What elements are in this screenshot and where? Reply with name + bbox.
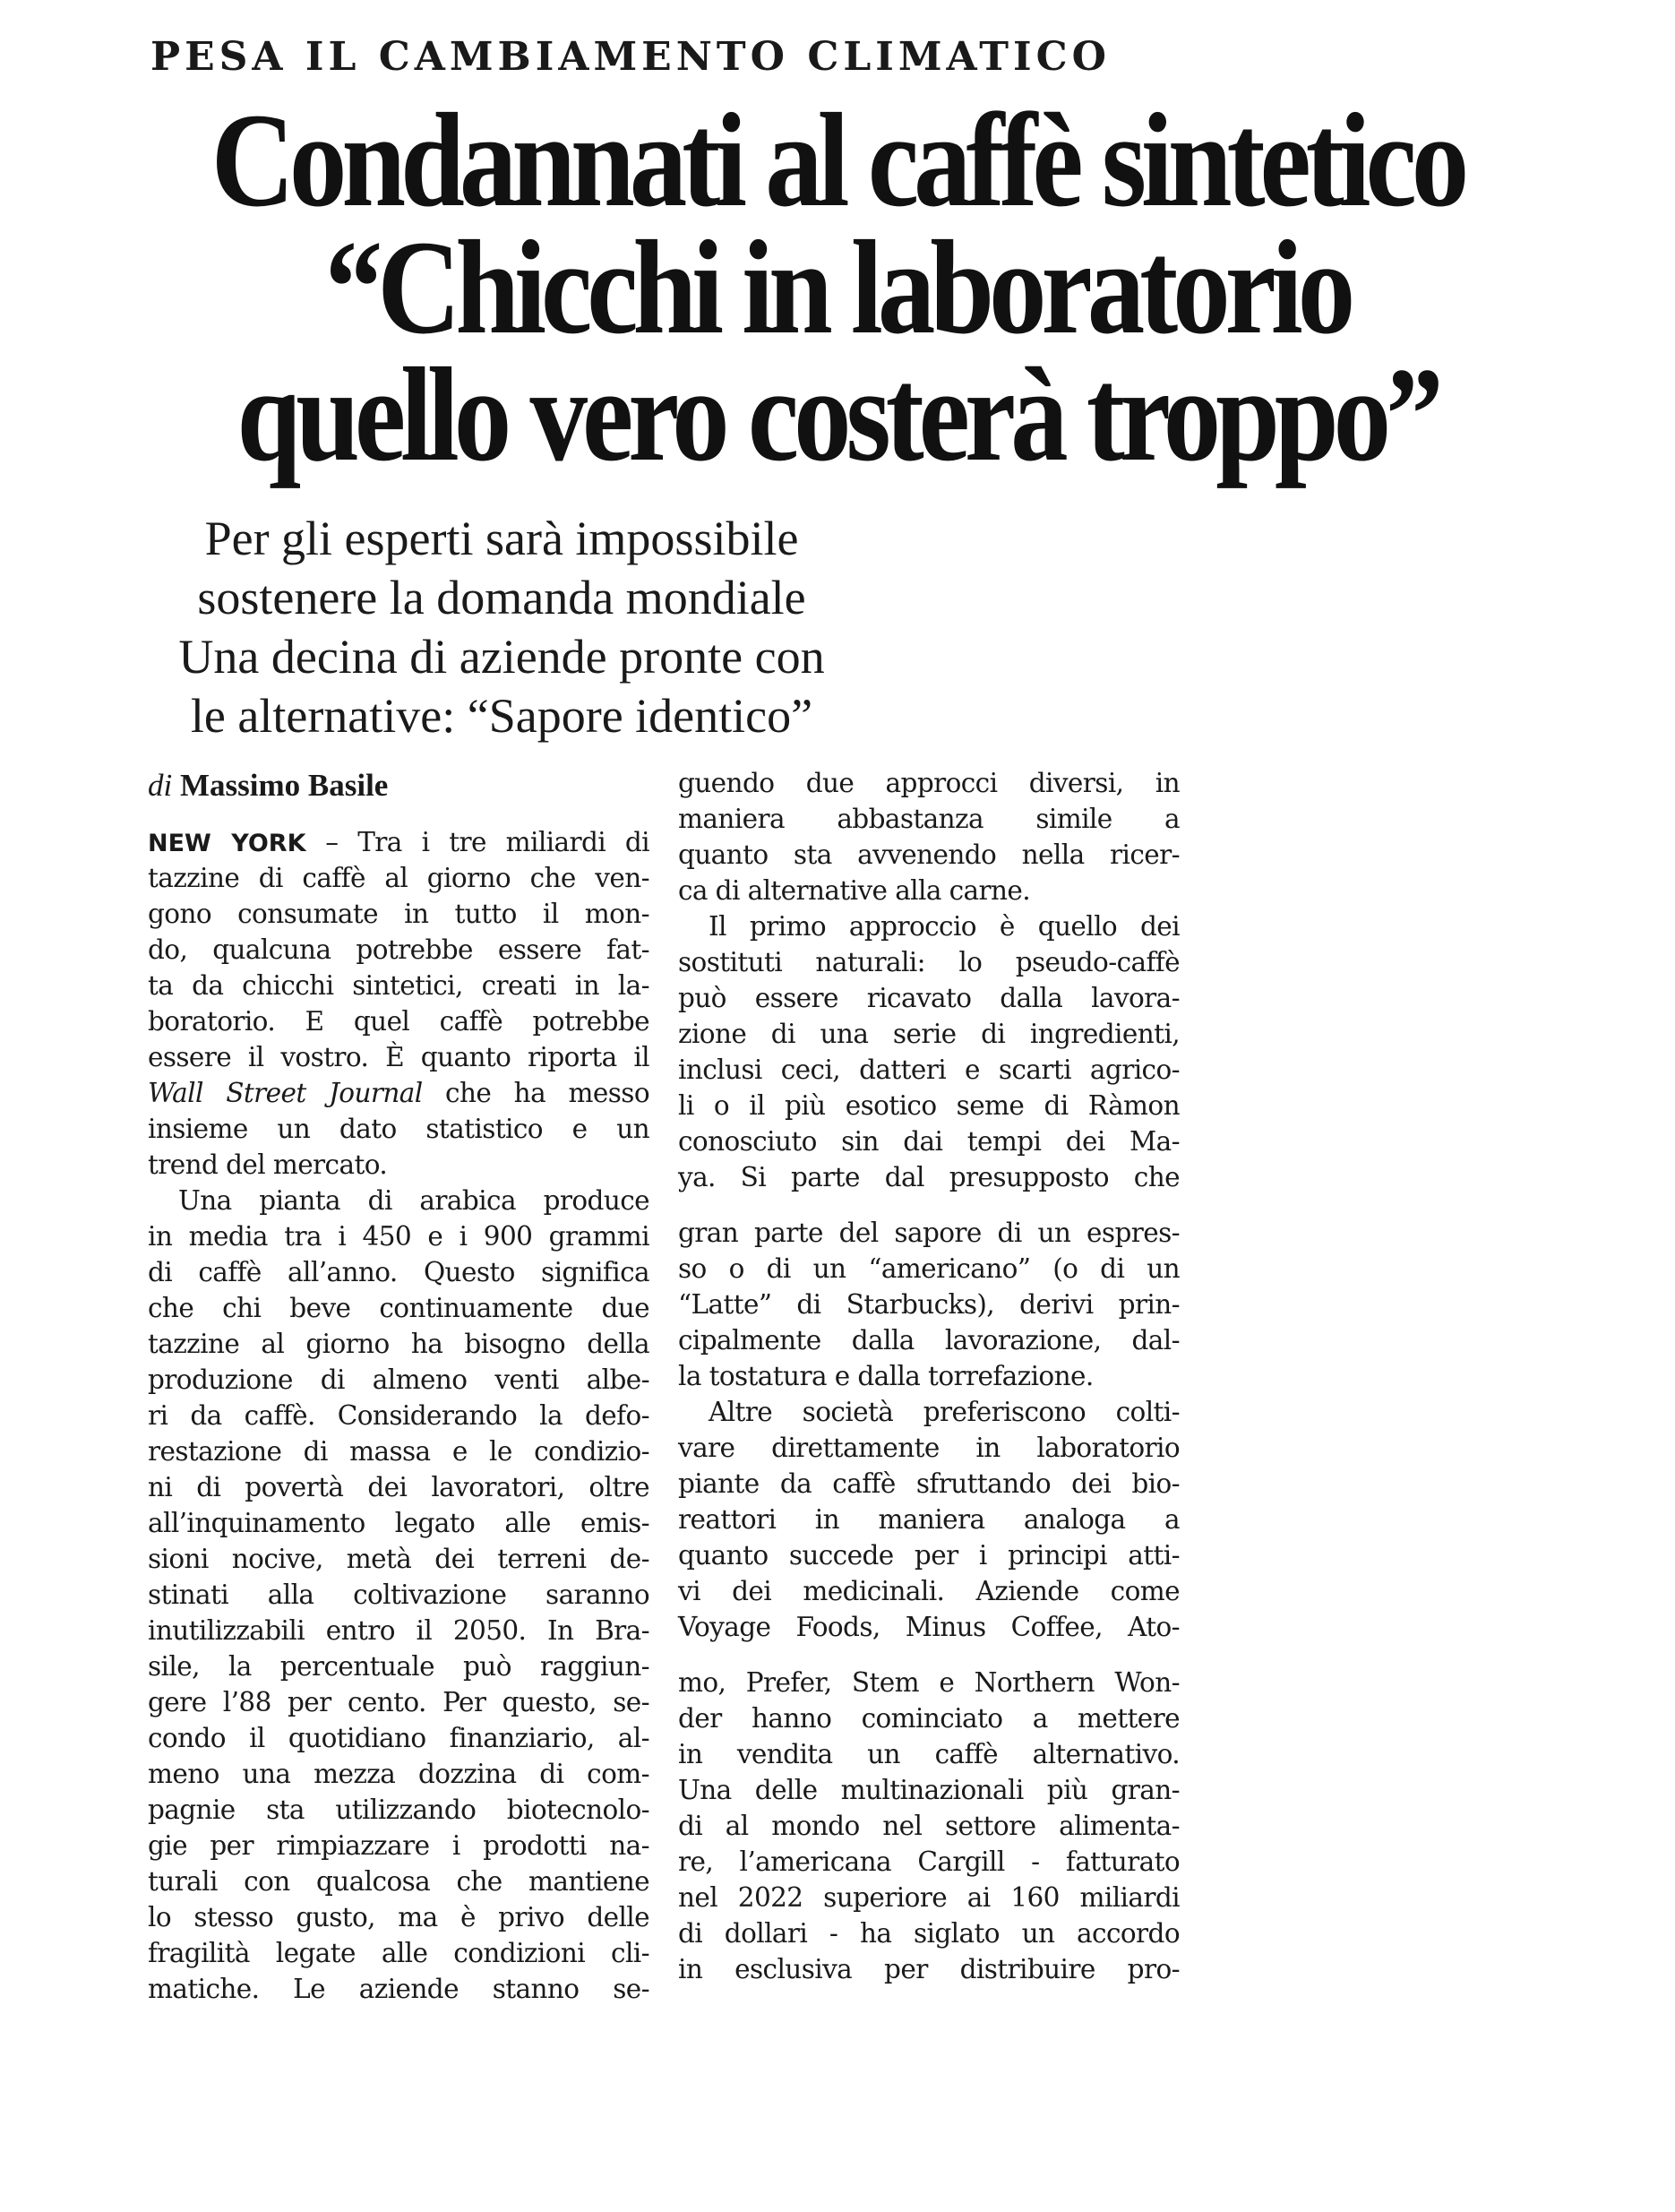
text-fragment: – Tra i tre miliardi di	[305, 827, 650, 857]
text-line: tazzine di caffè al giorno che ven-	[148, 863, 649, 893]
text-line: Una pianta di arabica produce	[178, 1185, 649, 1216]
text-line: Voyage Foods, Minus Coffee, Ato-	[678, 1612, 1180, 1642]
text-line: Altre società preferiscono colti-	[709, 1397, 1180, 1427]
text-line: vare direttamente in laboratorio	[678, 1433, 1180, 1463]
text-fragment: che ha messo	[422, 1078, 649, 1108]
text-line: lo stesso gusto, ma è privo delle	[148, 1902, 649, 1932]
text-line: conosciuto sin dai tempi dei Ma-	[678, 1126, 1180, 1157]
text-line: di dollari - ha siglato un accordo	[678, 1918, 1180, 1949]
text-line: piante da caffè sfruttando dei bio-	[678, 1468, 1180, 1499]
text-line: zione di una serie di ingredienti,	[678, 1019, 1180, 1049]
text-line: di caffè all’anno. Questo significa	[148, 1257, 649, 1287]
article-column-1	[148, 824, 649, 2007]
publication-name: Wall Street Journal	[148, 1078, 423, 1108]
text-line: sostituti naturali: lo pseudo-caffè	[678, 947, 1180, 977]
text-line: cipalmente dalla lavorazione, dal-	[678, 1325, 1180, 1356]
text-line	[148, 824, 649, 860]
text-line: in media tra i 450 e i 900 grammi	[148, 1221, 649, 1252]
text-line: ni di povertà dei lavoratori, oltre	[148, 1472, 649, 1502]
dateline: NEW YORK	[148, 830, 306, 857]
text-line: ca di alternative alla carne.	[678, 875, 1031, 906]
text-line: guendo due approcci diversi, in	[678, 768, 1180, 798]
headline-line: quello vero costerà troppo”	[236, 340, 1439, 489]
headline-line: Condannati al caffè sintetico	[210, 86, 1465, 235]
text-line: boratorio. E quel caffè potrebbe	[148, 1006, 649, 1037]
text-line: che chi beve continuamente due	[148, 1293, 649, 1323]
text-line: tazzine al giorno ha bisogno della	[148, 1329, 649, 1359]
text-line: maniera abbastanza simile a	[678, 804, 1180, 834]
subheadline-line: Per gli esperti sarà impossibile	[204, 512, 799, 565]
text-line: essere il vostro. È quanto riporta il	[148, 1042, 649, 1072]
headline-line: “Chicchi in laboratorio	[324, 213, 1351, 362]
text-line: do, qualcuna potrebbe essere fat-	[148, 934, 649, 965]
text-line: gono consumate in tutto il mon-	[148, 899, 649, 929]
article-byline	[148, 763, 388, 808]
text-line: inclusi ceci, datteri e scarti agrico-	[678, 1054, 1180, 1085]
text-line: Una delle multinazionali più gran-	[678, 1775, 1180, 1805]
text-line: quanto sta avvenendo nella ricer-	[678, 839, 1180, 870]
text-line: all’inquinamento legato alle emis-	[148, 1508, 649, 1538]
text-line: ta da chicchi sintetici, creati in la-	[148, 970, 649, 1001]
text-line	[148, 1075, 649, 1111]
column-break	[678, 1195, 1180, 1215]
text-line: re, l’americana Cargill - fatturato	[678, 1846, 1180, 1877]
text-line: so o di un “americano” (o di un	[678, 1253, 1180, 1284]
subheadline-line: sostenere la domanda mondiale	[197, 571, 806, 624]
article-headline	[0, 86, 1675, 489]
text-line: gran parte del sapore di un espres-	[678, 1218, 1180, 1248]
text-line: in esclusiva per distribuire pro-	[678, 1954, 1180, 1984]
text-line: di al mondo nel settore alimenta-	[678, 1811, 1180, 1841]
text-line: condo il quotidiano finanziario, al-	[148, 1723, 649, 1753]
text-line: der hanno cominciato a mettere	[678, 1703, 1180, 1734]
article-subheadline	[143, 509, 860, 745]
text-line: turali con qualcosa che mantiene	[148, 1866, 649, 1897]
subheadline-line: le alternative: “Sapore identico”	[190, 689, 813, 743]
text-line: insieme un dato statistico e un	[148, 1114, 649, 1144]
text-line: nel 2022 superiore ai 160 miliardi	[678, 1882, 1180, 1913]
text-line: fragilità legate alle condizioni cli-	[148, 1938, 649, 1968]
byline-author: Massimo Basile	[179, 768, 389, 803]
text-line: pagnie sta utilizzando biotecnolo-	[148, 1795, 649, 1825]
text-line: produzione di almeno venti albe-	[148, 1364, 649, 1395]
column-break	[678, 1645, 1180, 1665]
text-line: può essere ricavato dalla lavora-	[678, 983, 1180, 1013]
byline-prefix: di	[148, 768, 173, 803]
text-line: restazione di massa e le condizio-	[148, 1436, 649, 1467]
text-line: mo, Prefer, Stem e Northern Won-	[678, 1667, 1180, 1698]
article-column-2	[678, 765, 1180, 1987]
text-line: sioni nocive, metà dei terreni de-	[148, 1544, 649, 1574]
text-line: “Latte” di Starbucks), derivi prin-	[678, 1289, 1180, 1320]
text-line: sile, la percentuale può raggiun-	[148, 1651, 649, 1682]
text-line: vi dei medicinali. Aziende come	[678, 1576, 1180, 1606]
subheadline-line: Una decina di aziende pronte con	[178, 630, 825, 684]
text-line: quanto succede per i principi atti-	[678, 1540, 1180, 1571]
text-line: in vendita un caffè alternativo.	[678, 1739, 1180, 1769]
text-line: gie per rimpiazzare i prodotti na-	[148, 1830, 649, 1861]
text-line: reattori in maniera analoga a	[678, 1504, 1180, 1535]
text-line: matiche. Le aziende stanno se-	[148, 1974, 649, 2004]
text-line: gere l’88 per cento. Per questo, se-	[148, 1687, 649, 1717]
text-line: ya. Si parte dal presupposto che	[678, 1162, 1180, 1192]
text-line: stinati alla coltivazione saranno	[148, 1579, 649, 1610]
text-line: li o il più esotico seme di Ràmon	[678, 1090, 1180, 1121]
text-line: meno una mezza dozzina di com-	[148, 1759, 649, 1789]
article-kicker: PESA IL CAMBIAMENTO CLIMATICO	[150, 34, 1111, 80]
text-line: inutilizzabili entro il 2050. In Bra-	[148, 1615, 649, 1646]
text-line: ri da caffè. Considerando la defo-	[148, 1400, 649, 1431]
text-line: trend del mercato.	[148, 1149, 388, 1180]
text-line: la tostatura e dalla torrefazione.	[678, 1361, 1094, 1391]
text-line: Il primo approccio è quello dei	[709, 911, 1180, 942]
